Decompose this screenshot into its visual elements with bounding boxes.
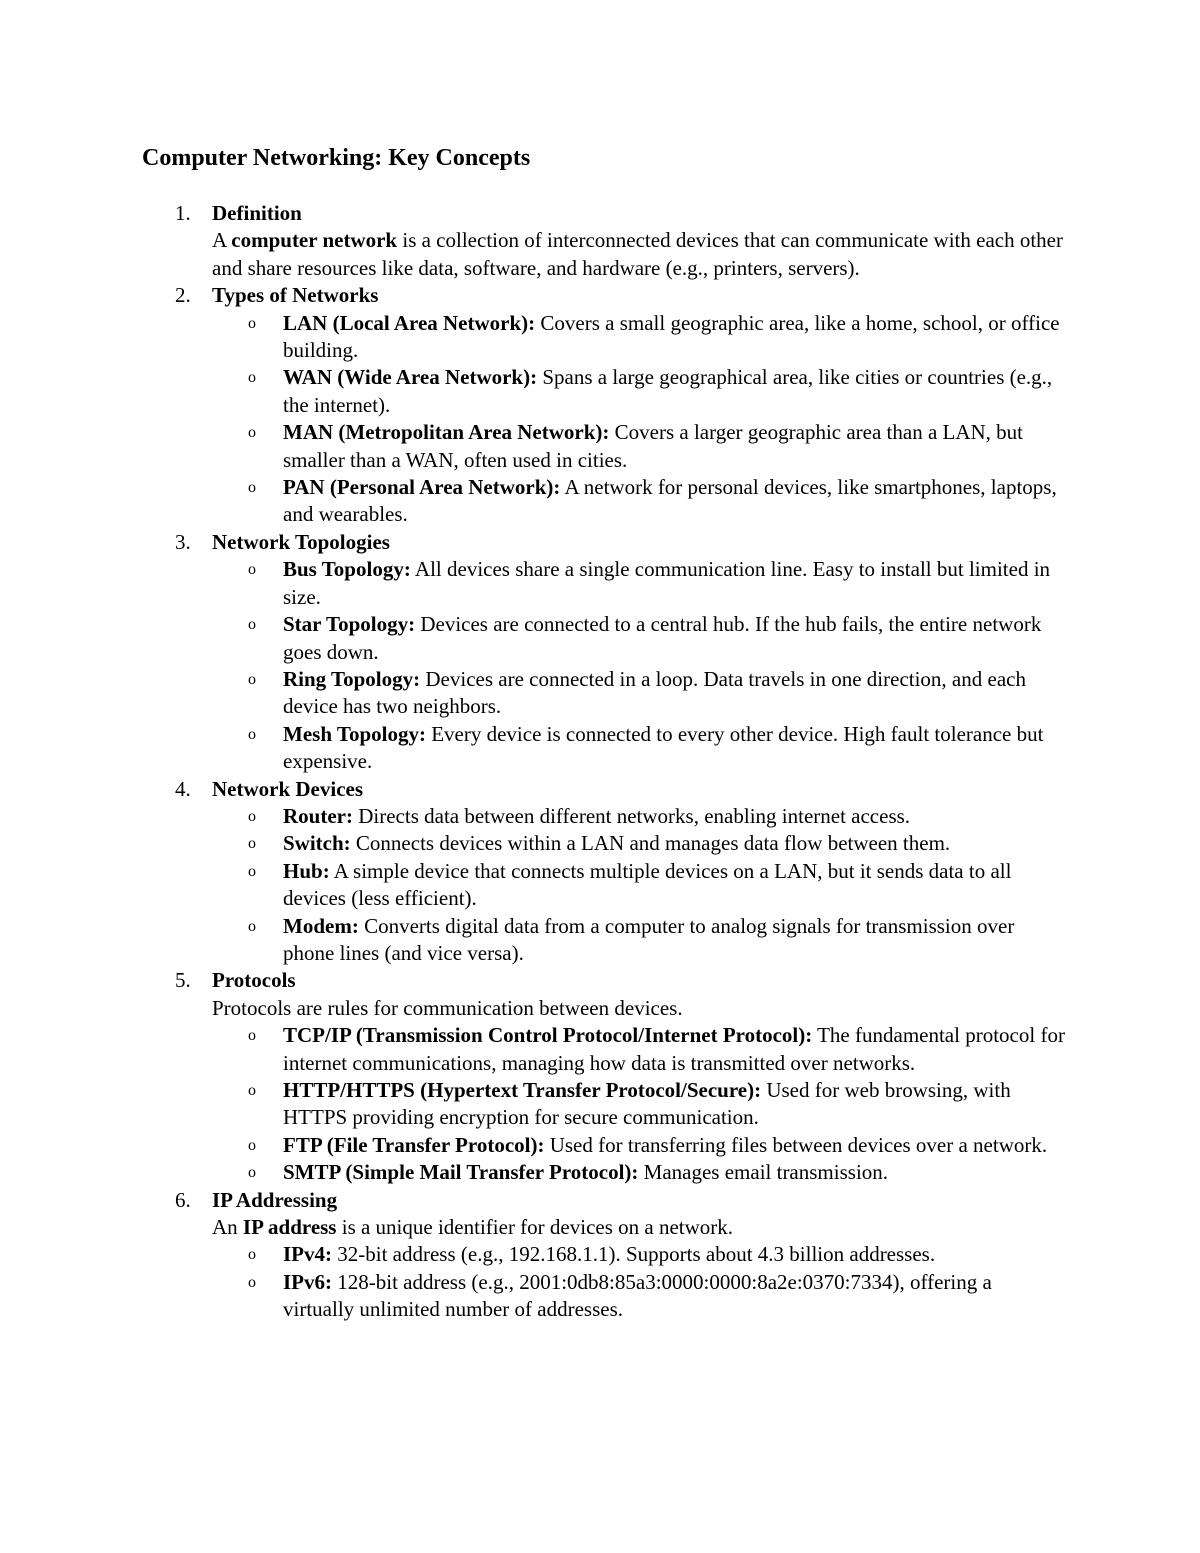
bullet-icon: o (248, 479, 256, 497)
section-body-text: Protocols are rules for communication between devices. (212, 995, 683, 1020)
bullet-icon: o (248, 1246, 256, 1264)
item-term: IPv4: (283, 1242, 332, 1267)
item-term: Ring Topology: (283, 666, 421, 691)
bullet-icon: o (248, 616, 256, 634)
item-term: LAN (Local Area Network): (283, 310, 536, 335)
item-text: 32-bit address (e.g., 192.168.1.1). Supports about 4.3 billion addresses. (332, 1242, 936, 1267)
bullet-icon: o (248, 835, 256, 853)
section-item (0, 967, 1200, 1186)
list-item (212, 1132, 1068, 1159)
section-item (0, 200, 1200, 282)
section-item (0, 776, 1200, 968)
sub-list (212, 556, 1068, 775)
bullet-icon: o (248, 561, 256, 579)
bullet-icon: o (248, 1164, 256, 1182)
item-text: Covers a small geographic area, like a home, school, or office building. (283, 310, 1060, 363)
section-body-text: An (212, 1215, 243, 1240)
section-heading: Network Devices (212, 776, 364, 801)
list-item (212, 1022, 1068, 1077)
list-item (212, 830, 1068, 857)
list-item (212, 310, 1068, 365)
item-text: Used for transferring files between devices over a network. (544, 1132, 1048, 1157)
section-heading: Types of Networks (212, 283, 379, 308)
item-text: Spans a large geographical area, like cities or countries (e.g., the internet). (283, 365, 1053, 417)
item-term: Star Topology: (283, 612, 416, 637)
section-item (0, 282, 1200, 529)
list-item (212, 1241, 1068, 1268)
list-item (212, 474, 1068, 529)
section-heading: Network Topologies (212, 529, 390, 554)
list-item (212, 611, 1068, 666)
bullet-icon: o (248, 725, 256, 743)
section-heading: Definition (212, 201, 302, 225)
section-body (212, 995, 1068, 1022)
item-term: Router: (283, 803, 353, 828)
list-item (212, 721, 1068, 776)
bullet-icon: o (248, 424, 256, 442)
item-term: Switch: (283, 831, 351, 856)
bullet-icon: o (248, 1136, 256, 1154)
section-heading: IP Addressing (212, 1187, 338, 1212)
bullet-icon: o (248, 1027, 256, 1045)
bullet-icon: o (248, 917, 256, 935)
section-body-text: A (212, 228, 232, 253)
section-body (212, 227, 1068, 282)
item-term: WAN (Wide Area Network): (283, 365, 538, 390)
list-item (212, 1159, 1068, 1186)
bullet-icon: o (248, 807, 256, 825)
section-number: 6. (175, 1187, 191, 1212)
sub-list (212, 803, 1068, 967)
section-body-term: IP address (242, 1215, 337, 1240)
bullet-icon: o (248, 1273, 256, 1291)
item-text: Manages email transmission. (638, 1160, 889, 1185)
list-item (212, 364, 1068, 419)
item-term: PAN (Personal Area Network): (283, 475, 561, 500)
section-item (0, 1187, 1200, 1324)
list-item (212, 1269, 1068, 1324)
item-term: Mesh Topology: (283, 721, 426, 746)
item-term: Modem: (283, 913, 359, 938)
item-term: MAN (Metropolitan Area Network): (283, 420, 610, 445)
section-list (0, 200, 1200, 1324)
item-term: IPv6: (283, 1269, 332, 1294)
item-text: 128-bit address (e.g., 2001:0db8:85a3:0000:0000:8a2e:0370:7334), offering a virtually unlimited number of addresses. (283, 1269, 992, 1322)
item-text: The fundamental protocol for internet communications, managing how data is transmitted over networks. (283, 1023, 1065, 1075)
bullet-icon: o (248, 670, 256, 688)
section-number: 5. (175, 968, 191, 993)
section-body-text: is a unique identifier for devices on a network. (336, 1215, 734, 1240)
item-text: Directs data between different networks, enabling internet access. (352, 803, 911, 828)
item-text: A simple device that connects multiple devices on a LAN, but it sends data to all devices (less efficient). (283, 858, 1012, 911)
item-term: FTP (File Transfer Protocol): (283, 1132, 545, 1157)
section-item (0, 529, 1200, 776)
list-item (212, 858, 1068, 913)
list-item (212, 913, 1068, 968)
section-number: 4. (175, 776, 191, 801)
item-term: SMTP (Simple Mail Transfer Protocol): (283, 1160, 639, 1185)
section-body (212, 1214, 1068, 1241)
section-number: 2. (175, 283, 191, 308)
section-number: 3. (175, 529, 191, 554)
item-text: Connects devices within a LAN and manages data flow between them. (350, 831, 951, 856)
item-text: Covers a larger geographic area than a LAN, but smaller than a WAN, often used in cities. (283, 420, 1024, 472)
sub-list (212, 1022, 1068, 1186)
item-text: Devices are connected to a central hub. If the hub fails, the entire network goes down. (283, 612, 1042, 664)
bullet-icon: o (248, 314, 256, 332)
list-item (212, 666, 1068, 721)
item-text: All devices share a single communication line. Easy to install but limited in size. (283, 557, 1051, 609)
sub-list (212, 1241, 1068, 1323)
bullet-icon: o (248, 862, 256, 880)
item-text: Converts digital data from a computer to analog signals for transmission over phone lines (and vice versa). (283, 913, 1015, 965)
item-term: Hub: (283, 858, 330, 883)
section-number: 1. (175, 201, 191, 225)
item-text: Devices are connected in a loop. Data travels in one direction, and each device has two neighbors. (283, 666, 1026, 719)
item-text: Every device is connected to every other device. High fault tolerance but expensive. (283, 721, 1044, 774)
section-body-text: is a collection of interconnected devices that can communicate with each other and share resources like data, software, and hardware (e.g., printers, servers). (212, 228, 1063, 280)
item-text: A network for personal devices, like smartphones, laptops, and wearables. (283, 475, 1057, 527)
list-item (212, 419, 1068, 474)
list-item (212, 803, 1068, 830)
item-term: HTTP/HTTPS (Hypertext Transfer Protocol/Secure): (283, 1078, 762, 1102)
item-term: Bus Topology: (283, 557, 411, 582)
item-text: Used for web browsing, with HTTPS providing encryption for secure communication. (283, 1078, 1011, 1130)
sub-list (212, 310, 1068, 529)
list-item (212, 1077, 1068, 1132)
bullet-icon: o (248, 369, 256, 387)
document-title: Computer Networking: Key Concepts (142, 145, 531, 171)
item-term: TCP/IP (Transmission Control Protocol/Internet Protocol): (283, 1023, 813, 1048)
section-body-term: computer network (231, 228, 398, 253)
bullet-icon: o (248, 1082, 256, 1099)
list-item (212, 556, 1068, 611)
section-heading: Protocols (212, 968, 296, 993)
